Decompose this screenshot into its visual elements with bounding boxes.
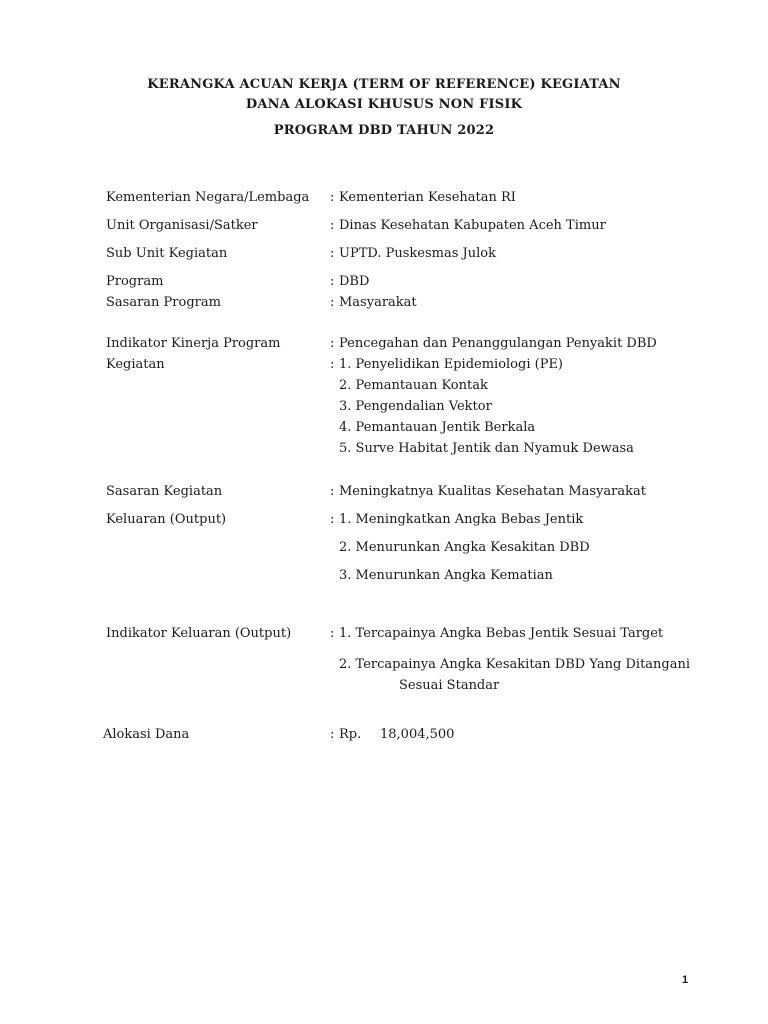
indikator-kinerja-label: Indikator Kinerja Program: [106, 336, 281, 351]
sub-unit-colon: :: [330, 246, 335, 261]
indikator-keluaran-item-continuation: Sesuai Standar: [399, 678, 500, 693]
keluaran-item: 2. Menurunkan Angka Kesakitan DBD: [339, 540, 590, 555]
sub-unit-value: UPTD. Puskesmas Julok: [339, 246, 496, 261]
kementerian-label: Kementerian Negara/Lembaga: [106, 190, 310, 205]
sasaran-program-value: Masyarakat: [339, 295, 417, 310]
kegiatan-item: 1. Penyelidikan Epidemiologi (PE): [339, 357, 564, 372]
kegiatan-item: 2. Pemantauan Kontak: [339, 378, 488, 393]
alokasi-colon: :: [330, 727, 335, 742]
indikator-keluaran-label: Indikator Keluaran (Output): [106, 626, 292, 641]
sasaran-program-colon: :: [330, 295, 335, 310]
title-line-3: PROGRAM DBD TAHUN 2022: [273, 123, 495, 138]
alokasi-label: Alokasi Dana: [103, 727, 190, 742]
unit-colon: :: [330, 218, 335, 233]
page-number: 1: [682, 974, 689, 986]
program-value: DBD: [339, 274, 370, 289]
kementerian-value: Kementerian Kesehatan RI: [339, 190, 516, 205]
sasaran-kegiatan-label: Sasaran Kegiatan: [106, 484, 223, 499]
unit-label: Unit Organisasi/Satker: [106, 218, 258, 233]
kegiatan-item: 4. Pemantauan Jentik Berkala: [339, 420, 536, 435]
alokasi-currency: Rp.: [339, 727, 362, 742]
kegiatan-item: 3. Pengendalian Vektor: [339, 399, 492, 414]
program-label: Program: [106, 274, 164, 289]
indikator-kinerja-value: Pencegahan dan Penanggulangan Penyakit DBD: [339, 336, 657, 351]
indikator-kinerja-colon: :: [330, 336, 335, 351]
keluaran-colon: :: [330, 512, 335, 527]
alokasi-amount: 18,004,500: [380, 727, 455, 742]
keluaran-label: Keluaran (Output): [106, 512, 227, 527]
indikator-keluaran-item: 2. Tercapainya Angka Kesakitan DBD Yang Ditangani: [339, 657, 691, 672]
kegiatan-colon: :: [330, 357, 335, 372]
program-colon: :: [330, 274, 335, 289]
kegiatan-item: 5. Surve Habitat Jentik dan Nyamuk Dewasa: [339, 441, 634, 456]
sub-unit-label: Sub Unit Kegiatan: [106, 246, 228, 261]
sasaran-kegiatan-colon: :: [330, 484, 335, 499]
kegiatan-label: Kegiatan: [106, 357, 165, 372]
indikator-keluaran-item: 1. Tercapainya Angka Bebas Jentik Sesuai Target: [339, 626, 664, 641]
title-line-2: DANA ALOKASI KHUSUS NON FISIK: [245, 97, 523, 112]
title-line-1: KERANGKA ACUAN KERJA (TERM OF REFERENCE) KEGIATAN: [147, 77, 621, 92]
keluaran-item: 3. Menurunkan Angka Kematian: [339, 568, 553, 583]
kementerian-colon: :: [330, 190, 335, 205]
sasaran-kegiatan-value: Meningkatnya Kualitas Kesehatan Masyarakat: [339, 484, 646, 499]
indikator-keluaran-colon: :: [330, 626, 335, 641]
keluaran-item: 1. Meningkatkan Angka Bebas Jentik: [339, 512, 584, 527]
unit-value: Dinas Kesehatan Kabupaten Aceh Timur: [339, 218, 606, 233]
sasaran-program-label: Sasaran Program: [106, 295, 221, 310]
